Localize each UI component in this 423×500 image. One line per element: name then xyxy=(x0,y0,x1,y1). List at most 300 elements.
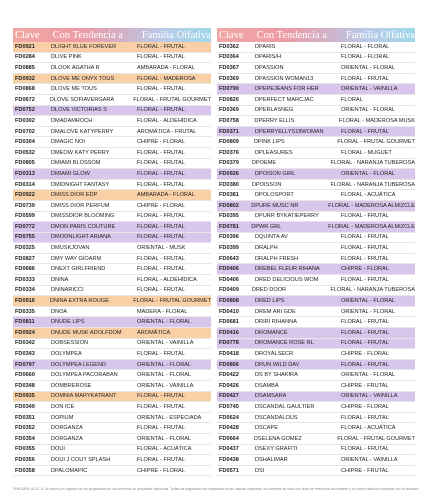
table-row xyxy=(13,212,211,223)
row-family: AROMÁTICA xyxy=(137,329,171,336)
row-name: DPOEME xyxy=(251,160,277,167)
row-name: DMOONLIGHT ARIANA xyxy=(51,234,111,241)
right-table-body xyxy=(217,42,415,476)
row-family: FLORAL - FRUTAL xyxy=(341,128,389,135)
row-family: ORIENTAL - VAINILLA xyxy=(137,382,194,389)
row-clave: FD0916 xyxy=(15,298,35,305)
row-name: DRALPH FRESH xyxy=(255,255,299,262)
row-clave: FD0422 xyxy=(219,372,239,379)
row-clave: FD0409 xyxy=(219,287,239,294)
right-table-header xyxy=(217,28,415,42)
row-clave: FD0410 xyxy=(219,308,239,315)
row-family: FLORAL - FRUTAL xyxy=(341,340,389,347)
row-name: DMY WAY GIOARM xyxy=(51,255,102,262)
row-family: FLORAL - FRUTAL xyxy=(137,43,185,50)
row-clave: FD0358 xyxy=(15,467,35,474)
row-name: DROYALSECR xyxy=(255,351,294,358)
row-family: FLORAL - MADEROSA ALMIZCLE xyxy=(328,202,415,209)
row-clave: FD0755 xyxy=(15,234,35,241)
row-clave: FD0369 xyxy=(219,75,239,82)
row-family: ORIENTAL - VAINILLA xyxy=(137,340,194,347)
legal-footer: ZPAGURA 16.3.C.5. La marca y el logotipo de los propietarios de los derechos de propiedad intelectual. Todas las fragancias son inspiradas en las marcas originales; los nombres se usan con fines de referencia únicamente y no tienen relación comercial con los titulares. xyxy=(13,487,420,491)
table-row xyxy=(217,180,415,191)
row-family: FLORAL - NARANJA TUBEROSA xyxy=(330,160,415,167)
row-family: FLORAL - FRUTAL xyxy=(137,170,185,177)
table-row xyxy=(13,317,211,328)
table-row xyxy=(217,201,415,212)
row-clave: FD0333 xyxy=(15,276,35,283)
row-family: FLORAL - ACUÁTICA xyxy=(341,425,396,432)
table-row xyxy=(217,264,415,275)
row-family: MADERA - FLORAL xyxy=(137,308,188,315)
row-family: FLORAL - FRUTAL xyxy=(341,276,389,283)
left-table-body xyxy=(13,42,211,476)
table-row xyxy=(217,307,415,318)
row-family: ORIENTAL - MUSK xyxy=(137,245,186,252)
row-name: DRUN WILD DAV xyxy=(255,361,300,368)
row-clave: FD0395 xyxy=(219,213,239,220)
row-family: CHIPRE - FLORAL xyxy=(341,403,389,410)
row-family: CHIPRE - FLORAL xyxy=(137,467,185,474)
row-clave: FD0660 xyxy=(15,372,35,379)
table-row xyxy=(13,254,211,265)
row-family: FLORAL - FRUTAL xyxy=(341,255,389,262)
row-family: FLORAL xyxy=(341,96,363,103)
row-family: CHIPRE - FLORAL xyxy=(137,202,185,209)
table-row xyxy=(13,169,211,180)
table-row xyxy=(217,243,415,254)
row-family: CHIPRE - FLORAL xyxy=(341,351,389,358)
header-familia: Familia Olfativa xyxy=(345,29,415,41)
row-family: FLORAL - FRUTAL xyxy=(341,234,389,241)
row-family: FLORAL - FRUTAL xyxy=(341,446,389,453)
row-family: FLORAL - FRUTAL xyxy=(341,75,389,82)
row-family: FLORAL - FRUTAL xyxy=(137,181,185,188)
row-name: DLOVE ME ONYX TOUS xyxy=(51,75,115,82)
row-clave: FD0369 xyxy=(219,107,239,114)
table-row xyxy=(13,74,211,85)
row-name: DMISS DIOR PERFUM xyxy=(51,202,110,209)
row-clave: FD0811 xyxy=(15,319,35,326)
row-name: DSHALIMAR xyxy=(255,456,288,463)
row-family: ORIENTAL - FLORAL xyxy=(341,107,396,114)
table-row xyxy=(13,159,211,170)
header-clave: Clave xyxy=(15,29,40,41)
row-name: DNINARICCI xyxy=(51,287,84,294)
row-clave: FD0304 xyxy=(15,139,35,146)
row-name: DPASSION WOMAN13 xyxy=(255,75,314,82)
row-clave: FD0739 xyxy=(15,202,35,209)
row-clave: FD0702 xyxy=(15,128,35,135)
table-row xyxy=(13,466,211,477)
table-row xyxy=(13,275,211,286)
row-name: DON ICE xyxy=(51,403,75,410)
table-row xyxy=(217,137,415,148)
row-name: DSCAPE xyxy=(255,425,279,432)
table-row xyxy=(13,392,211,403)
row-name: DSELENA GOMEZ xyxy=(253,435,302,442)
row-family: FLORAL - FRUTAL xyxy=(341,319,389,326)
row-family: FLORAL - FRUTAL xyxy=(341,213,389,220)
table-row xyxy=(217,434,415,445)
row-name: DOLYMPEA LEGEND xyxy=(51,361,106,368)
row-name: DLOVE VICTORIAS S xyxy=(51,107,107,114)
table-row xyxy=(13,106,211,117)
row-clave: FD0758 xyxy=(219,117,239,124)
row-clave: FD0381 xyxy=(219,192,239,199)
row-clave: FD0926 xyxy=(219,170,239,177)
header-clave: Clave xyxy=(219,29,244,41)
row-clave: FD0599 xyxy=(15,213,35,220)
row-family: FLORAL - FRUTAL GOURMET xyxy=(133,298,211,305)
table-row xyxy=(217,349,415,360)
row-clave: FD0808 xyxy=(219,298,239,305)
row-clave: FD0790 xyxy=(219,86,239,93)
row-name: DQUINTA AV xyxy=(255,234,288,241)
table-row xyxy=(13,370,211,381)
row-clave: FD0921 xyxy=(15,43,35,50)
row-family: FLORAL - FRUTAL xyxy=(137,266,185,273)
row-name: DNINA xyxy=(51,276,69,283)
table-row xyxy=(217,42,415,53)
table-row xyxy=(13,360,211,371)
row-name: DPEPEJEANS FOR HER xyxy=(255,86,319,93)
table-row xyxy=(13,127,211,138)
table-row xyxy=(13,445,211,456)
row-clave: FD0672 xyxy=(15,96,35,103)
row-family: AMBARADA - FLORAL xyxy=(137,192,195,199)
row-name: DMIAMI BLOSSOM xyxy=(51,160,101,167)
row-family: FLORAL - FLORAL xyxy=(341,54,390,61)
row-name: DLOOK AGATHA R xyxy=(51,64,100,71)
row-name: DLIGHT BLUE FOREVER xyxy=(51,43,117,50)
row-clave: FD0797 xyxy=(15,361,35,368)
row-family: FLORAL - FRUTAL xyxy=(137,403,185,410)
table-row xyxy=(217,159,415,170)
table-row xyxy=(13,455,211,466)
row-family: FLORAL - FRUTAL xyxy=(341,329,389,336)
table-row xyxy=(13,402,211,413)
row-name: DSCANDAL GAULTIER xyxy=(255,403,315,410)
table-row xyxy=(217,392,415,403)
row-name: DPARIS/H xyxy=(255,54,282,61)
table-row xyxy=(13,328,211,339)
table-row xyxy=(217,423,415,434)
row-family: FLORAL - FRUTAL xyxy=(137,351,185,358)
row-name: DPERRYELLYS18WOMAN xyxy=(255,128,324,135)
row-clave: FD0664 xyxy=(219,435,239,442)
row-name: DPINK LIPS xyxy=(253,139,285,146)
row-clave: FD0364 xyxy=(219,54,239,61)
table-row xyxy=(217,254,415,265)
row-family: ORIENTAL - FLORAL xyxy=(137,372,192,379)
table-row xyxy=(217,339,415,350)
row-clave: FD0325 xyxy=(15,245,35,252)
row-name: DMISS DIOR EDP xyxy=(51,192,98,199)
row-family: FLORAL - FRUTAL xyxy=(137,107,185,114)
table-row xyxy=(217,317,415,328)
row-clave: FD0806 xyxy=(219,361,239,368)
row-name: DNUDE LIPS xyxy=(51,319,85,326)
row-name: DPALOMAPIC xyxy=(51,467,88,474)
table-row xyxy=(13,180,211,191)
row-family: FLORAL - FRUTAL xyxy=(341,361,389,368)
row-name: DSAMBA xyxy=(255,382,279,389)
row-family: AROMÁTICA - FRUTAL xyxy=(137,128,197,135)
row-family: FLORAL - FRUTAL xyxy=(137,425,185,432)
row-family: FLORAL - FRUTAL GOURMET xyxy=(337,139,415,146)
row-name: DNINA EXTRA ROUGE xyxy=(49,298,109,305)
row-name: DREM ARI GDE xyxy=(255,308,296,315)
row-family: FLORAL - MUGUET xyxy=(341,149,392,156)
row-name: DPURE MUSC NR xyxy=(251,202,299,209)
row-name: DPERRY ELLIS xyxy=(254,117,295,124)
row-name: DSAMSARA xyxy=(255,393,287,400)
row-family: ORIENTAL - FLORAL xyxy=(137,435,192,442)
row-family: ORIENTAL - FLORAL xyxy=(137,319,192,326)
row-clave: FD0418 xyxy=(219,351,239,358)
row-clave: FD0314 xyxy=(15,181,35,188)
row-family: FLORAL - FRUTAL xyxy=(137,213,185,220)
row-clave: FD0805 xyxy=(15,160,35,167)
row-clave: FD0427 xyxy=(219,393,239,400)
row-name: DPARIS xyxy=(255,43,276,50)
row-name: DORGANZA xyxy=(51,425,83,432)
table-row xyxy=(13,339,211,350)
table-row xyxy=(13,201,211,212)
row-family: FLORAL - FRUTAL xyxy=(341,245,389,252)
row-name: DOUI J COUT SPLASH xyxy=(51,456,111,463)
row-name: DMUSKJOVAN xyxy=(51,245,90,252)
row-name: DOBSESSION xyxy=(51,340,88,347)
row-name: DRED DELICIOUS WOM xyxy=(255,276,319,283)
row-name: DNEXT GIRLFRIEND xyxy=(51,266,106,273)
row-clave: FD0437 xyxy=(219,446,239,453)
row-name: DROMANCE xyxy=(255,329,288,336)
table-row xyxy=(13,233,211,244)
table-row xyxy=(217,413,415,424)
row-clave: FD0406 xyxy=(219,266,239,273)
row-name: DMIAMI GLOW xyxy=(51,170,90,177)
table-row xyxy=(13,243,211,254)
table-row xyxy=(217,222,415,233)
row-clave: FD0745 xyxy=(219,403,239,410)
row-family: FLORAL - FRUTAL xyxy=(137,393,185,400)
row-name: DPASSION xyxy=(255,64,284,71)
table-row xyxy=(13,53,211,64)
table-row xyxy=(13,286,211,297)
row-family: FLORAL - FRUTAL xyxy=(137,54,185,61)
row-name: DNOA xyxy=(51,308,68,315)
row-clave: FD0935 xyxy=(15,393,35,400)
row-clave: FD0399 xyxy=(219,245,239,252)
row-family: FLORAL - MADEROSA xyxy=(137,75,196,82)
row-name: DOPIUM xyxy=(51,414,74,421)
row-name: DMAGIC NOI xyxy=(51,139,85,146)
row-clave: FD0686 xyxy=(15,266,35,273)
table-row xyxy=(217,212,415,223)
row-clave: FD0352 xyxy=(15,425,35,432)
row-name: DMEOW KATY PERRY xyxy=(51,149,110,156)
row-clave: FD0624 xyxy=(219,414,239,421)
row-family: FLORAL - FRUTAL xyxy=(137,160,185,167)
row-clave: FD0351 xyxy=(15,414,35,421)
row-clave: FD0932 xyxy=(15,75,35,82)
table-row xyxy=(217,275,415,286)
row-name: DSI xyxy=(255,467,265,474)
table-row xyxy=(217,148,415,159)
row-family: FLORAL - FRUTAL xyxy=(137,234,185,241)
row-name: DPERFECT MARCJAC xyxy=(255,96,314,103)
table-row xyxy=(13,381,211,392)
table-row xyxy=(217,95,415,106)
row-family: FLORAL - MADEROSA MUSK xyxy=(339,117,415,124)
row-clave: FD0313 xyxy=(15,170,35,177)
row-name: DMALOVE KATYPERRY xyxy=(51,128,114,135)
row-family: FLORAL - FRUTAL GOURMET xyxy=(337,435,415,442)
row-family: FLORAL - FRUTAL GOURMET xyxy=(133,96,211,103)
row-name: DPOISON GIRL xyxy=(255,170,296,177)
row-clave: FD0356 xyxy=(15,456,35,463)
row-clave: FD0349 xyxy=(15,403,35,410)
row-family: ORIENTAL - FLORAL xyxy=(341,170,396,177)
row-name: DORGANZA xyxy=(51,435,83,442)
table-row xyxy=(13,190,211,201)
row-family: FLORAL - FLORAL xyxy=(341,43,390,50)
row-clave: FD0302 xyxy=(15,117,35,124)
row-clave: FD0396 xyxy=(219,234,239,241)
row-clave: FD0809 xyxy=(219,139,239,146)
table-row xyxy=(217,53,415,64)
table-row xyxy=(217,455,415,466)
row-family: ORIENTAL - FLORAL xyxy=(341,308,396,315)
row-family: ORIENTAL - FLORAL xyxy=(341,372,396,379)
row-family: FLORAL - ACUÁTICA xyxy=(341,192,396,199)
header-tendencia: Con Tendencia a xyxy=(52,29,123,41)
table-row xyxy=(217,296,415,307)
row-family: ORIENTAL - FLORAL xyxy=(341,64,396,71)
row-clave: FD0371 xyxy=(219,128,239,135)
table-row xyxy=(217,445,415,456)
row-family: CHIPRE - FLORAL xyxy=(137,139,185,146)
table-row xyxy=(217,63,415,74)
row-family: ORIENTAL - ESPECIADA xyxy=(137,414,202,421)
row-family: ORIENTAL - VAINILLA xyxy=(341,393,398,400)
row-name: DNUDE MUSK ADOLFDOM xyxy=(51,329,122,336)
row-clave: FD0335 xyxy=(15,308,35,315)
row-family: FLORAL - ALDEHÍDICA xyxy=(137,276,197,283)
row-family: FLORAL - FRUTAL xyxy=(341,414,389,421)
table-row xyxy=(13,434,211,445)
row-clave: FD0355 xyxy=(15,446,35,453)
table-row xyxy=(217,381,415,392)
table-row xyxy=(13,95,211,106)
table-row xyxy=(217,116,415,127)
row-clave: FD0885 xyxy=(15,64,35,71)
row-clave: FD0348 xyxy=(15,382,35,389)
row-clave: FD0827 xyxy=(15,255,35,262)
row-name: DMIDNIGHT FANTASY xyxy=(51,181,110,188)
row-clave: FD0778 xyxy=(219,340,239,347)
row-clave: FD0406 xyxy=(219,276,239,283)
row-name: DMISSDIOR BLOOMING xyxy=(51,213,115,220)
table-row xyxy=(13,264,211,275)
table-row xyxy=(217,233,415,244)
table-row xyxy=(217,328,415,339)
table-row xyxy=(217,402,415,413)
table-row xyxy=(13,116,211,127)
row-name: DPURR BYKATIEPERRY xyxy=(255,213,319,220)
table-row xyxy=(217,360,415,371)
row-name: DPERLASNEG xyxy=(255,107,294,114)
row-name: DRED DOOR xyxy=(251,287,287,294)
row-name: DOLYMPEA PACORABAN xyxy=(51,372,118,379)
row-clave: FD0380 xyxy=(219,181,239,188)
row-clave: FD0343 xyxy=(15,351,35,358)
row-family: CHIPRE - FRUTAL xyxy=(341,467,389,474)
row-family: FLORAL - NARANJA TUBEROSA xyxy=(330,287,415,294)
table-row xyxy=(217,169,415,180)
row-name: DRED LIPS xyxy=(255,298,285,305)
table-row xyxy=(217,190,415,201)
row-name: DLOVE ME TOUS xyxy=(51,86,97,93)
row-name: DREBEL FLEUR RIHANA xyxy=(255,266,320,273)
row-clave: FD0643 xyxy=(219,255,239,262)
row-clave: FD0868 xyxy=(15,86,35,93)
row-clave: FD0362 xyxy=(219,43,239,50)
row-clave: FD0772 xyxy=(15,223,35,230)
row-clave: FD0354 xyxy=(15,435,35,442)
table-row xyxy=(13,63,211,74)
table-row xyxy=(13,42,211,53)
row-clave: FD0924 xyxy=(15,329,35,336)
row-clave: FD0922 xyxy=(15,192,35,199)
table-row xyxy=(13,296,211,307)
left-table-header xyxy=(13,28,211,42)
row-name: DSCANDALOUS xyxy=(255,414,298,421)
row-name: DSEXY GRAFITI xyxy=(255,446,298,453)
table-row xyxy=(13,349,211,360)
table-row xyxy=(217,106,415,117)
row-clave: FD0752 xyxy=(15,107,35,114)
row-family: ORIENTAL - VAINILLA xyxy=(341,86,398,93)
row-name: DRIRI RIHANNA xyxy=(255,319,297,326)
row-family: CHIPRE - FRUTAL xyxy=(341,382,389,389)
table-row xyxy=(217,370,415,381)
row-clave: FD0416 xyxy=(219,329,239,336)
row-name: DMADAMROCH xyxy=(51,117,93,124)
row-family: ORIENTAL - FLORAL xyxy=(341,298,396,305)
row-clave: FD0379 xyxy=(219,160,239,167)
row-family: FLORAL - FRUTAL xyxy=(137,86,185,93)
left-column xyxy=(13,28,211,476)
row-family: FLORAL - FRUTAL xyxy=(137,149,185,156)
row-name: DPOLOSPORT xyxy=(255,192,294,199)
row-name: DROMANCE ROSE RL xyxy=(255,340,314,347)
row-clave: FD0681 xyxy=(219,319,239,326)
table-row xyxy=(13,148,211,159)
table-row xyxy=(13,423,211,434)
row-name: DPLEASURES xyxy=(255,149,293,156)
row-name: DOUI xyxy=(51,446,65,453)
table-row xyxy=(13,413,211,424)
row-name: DPOISSON xyxy=(251,181,282,188)
row-clave: FD0334 xyxy=(15,287,35,294)
row-name: DOLYMPEA xyxy=(51,351,82,358)
row-family: FLORAL - FRUTAL xyxy=(137,255,185,262)
right-column xyxy=(217,28,415,476)
table-row xyxy=(217,74,415,85)
